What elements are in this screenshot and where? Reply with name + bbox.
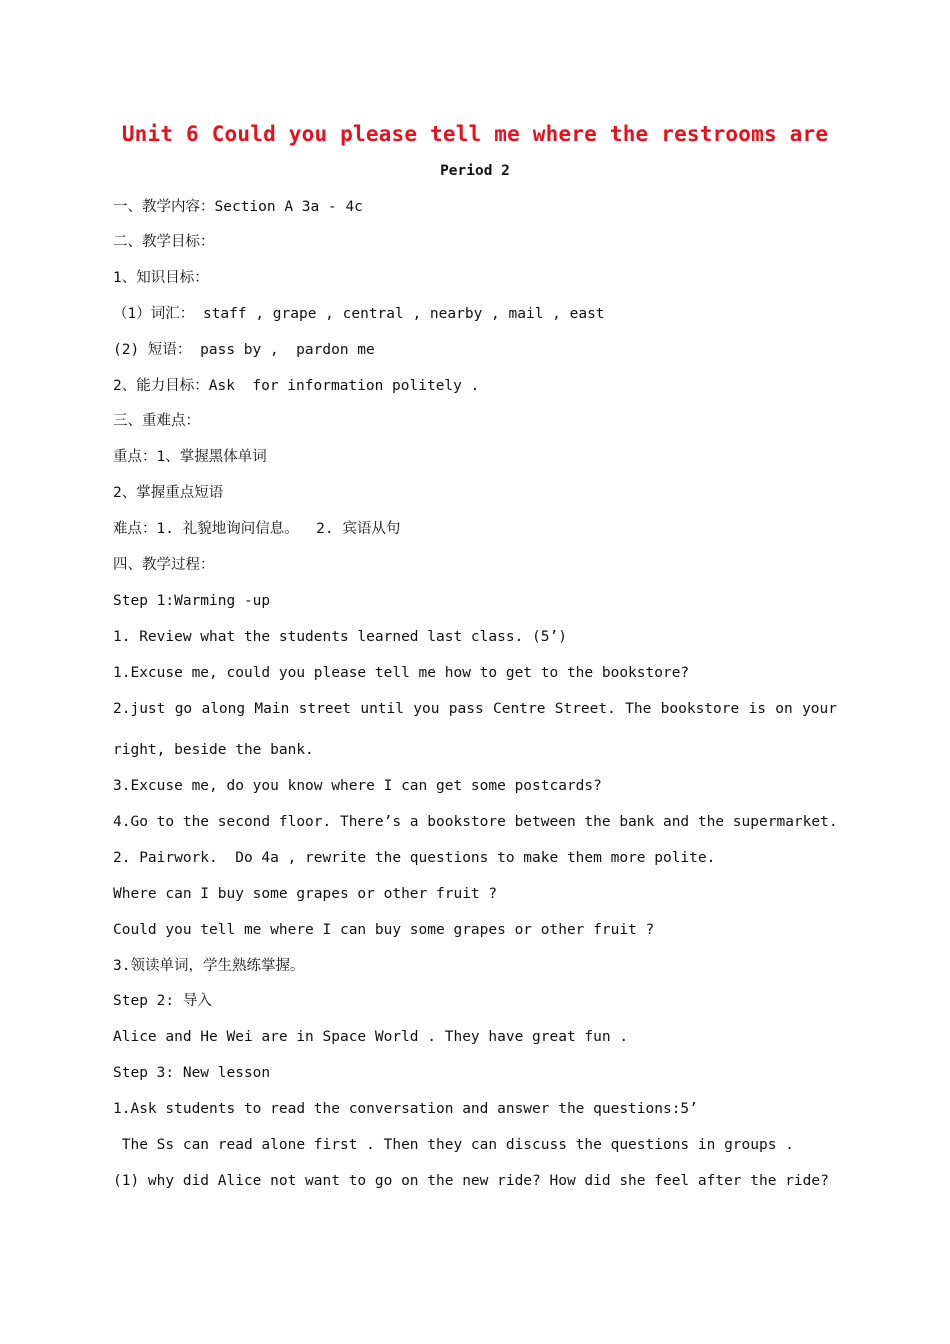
text-line: 重点：1、掌握黑体单词: [113, 449, 267, 465]
text-line: 3.领读单词，学生熟练掌握。: [113, 958, 305, 974]
text-line: （1）词汇： staff , grape , central , nearby , mail , east: [113, 306, 605, 322]
text-line: Step 3: New lesson: [113, 1065, 271, 1081]
text-line: 2.just go along Main street until you pass Centre Street. The bookstore is on your: [113, 701, 837, 717]
text-line: 1、知识目标：: [113, 270, 209, 286]
text-line: 难点：1. 礼貌地询问信息。 2. 宾语从句: [113, 521, 401, 537]
text-line: right, beside the bank.: [113, 742, 314, 758]
text-line: Step 1:Warming -up: [113, 593, 271, 609]
text-line: The Ss can read alone first . Then they can discuss the questions in groups .: [113, 1137, 794, 1153]
text-line: 二、教学目标：: [113, 234, 215, 250]
text-line: (2) 短语： pass by , pardon me: [113, 342, 375, 358]
text-line: 2、掌握重点短语: [113, 485, 224, 501]
text-line: 1.Ask students to read the conversation and answer the questions:5’: [113, 1101, 698, 1117]
text-line: 一、教学内容：Section A 3a - 4c: [113, 199, 363, 215]
text-line: Step 2: 导入: [113, 993, 212, 1009]
text-line: Where can I buy some grapes or other fruit ?: [113, 886, 498, 902]
document-subtitle: Period 2: [440, 163, 510, 179]
text-line: 3.Excuse me, do you know where I can get some postcards?: [113, 778, 602, 794]
text-line: (1) why did Alice not want to go on the new ride? How did she feel after the ride?: [113, 1173, 829, 1189]
text-line: 2、能力目标：Ask for information politely .: [113, 378, 480, 394]
text-line: 1.Excuse me, could you please tell me how to get to the bookstore?: [113, 665, 690, 681]
text-line: 4.Go to the second floor. There’s a bookstore between the bank and the supermarket.: [113, 814, 838, 830]
text-line: 2. Pairwork. Do 4a , rewrite the questions to make them more polite.: [113, 850, 716, 866]
text-line: Alice and He Wei are in Space World . They have great fun .: [113, 1029, 629, 1045]
text-line: 1. Review what the students learned last class. (5’): [113, 629, 567, 645]
document-title: Unit 6 Could you please tell me where the restrooms are: [121, 122, 829, 146]
text-line: 三、重难点：: [113, 413, 200, 429]
text-line: Could you tell me where I can buy some grapes or other fruit ?: [113, 922, 655, 938]
text-line: 四、教学过程：: [113, 557, 215, 573]
